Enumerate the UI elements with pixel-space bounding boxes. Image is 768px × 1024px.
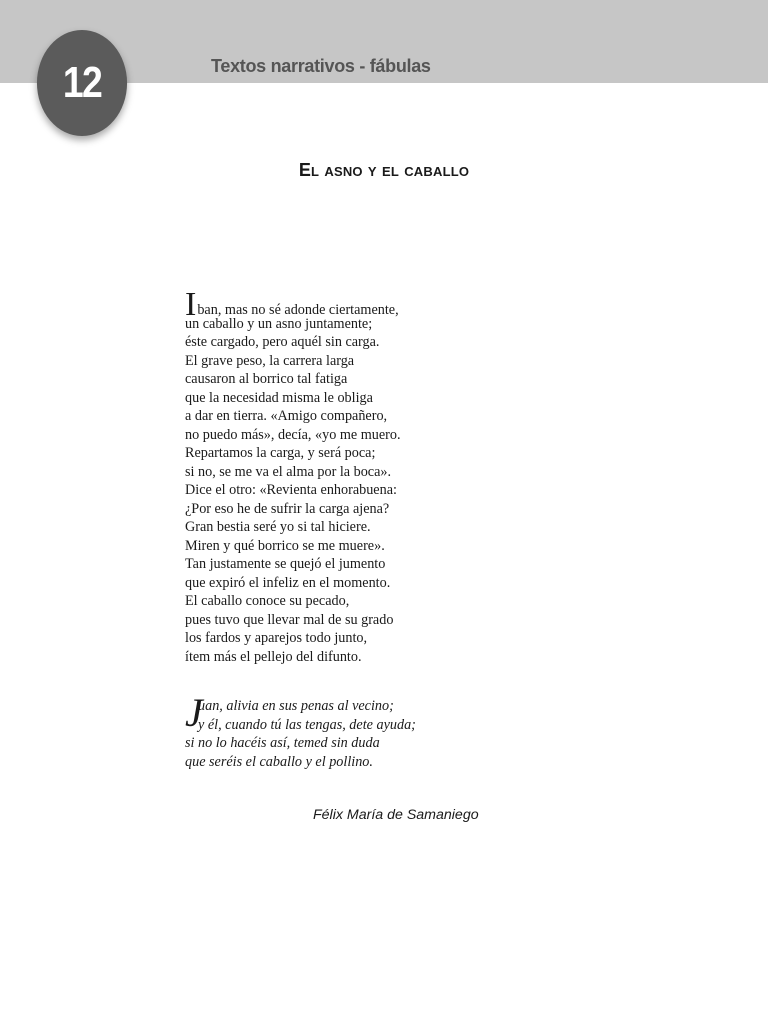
- poem-line: un caballo y un asno juntamente;: [185, 315, 373, 332]
- poem-line: ¿Por eso he de sufrir la carga ajena?: [185, 500, 390, 517]
- moral-line: y él, cuando tú las tengas, dete ayuda;: [198, 716, 416, 733]
- moral-line: si no lo hacéis así, temed sin duda: [185, 735, 380, 751]
- poem-line: El caballo conoce su pecado,: [185, 593, 350, 609]
- moral-line: que seréis el caballo y el pollino.: [185, 753, 373, 770]
- poem-line: Tan justamente se quejó el jumento: [185, 556, 386, 572]
- poem-line: no puedo más», decía, «yo me muero.: [185, 426, 401, 443]
- poem-line: causaron al borrico tal fatiga: [185, 371, 348, 387]
- poem-line: Iban, mas no sé adonde ciertamente,: [185, 286, 399, 323]
- poem-line: pues tuvo que llevar mal de su grado: [185, 611, 394, 628]
- drop-cap: I: [185, 286, 197, 323]
- fable-title: El asno y el caballo: [298, 160, 470, 180]
- poem-line: ítem más el pellejo del difunto.: [185, 648, 362, 665]
- poem-body: [185, 286, 401, 666]
- poem-line: Gran bestia seré yo si tal hiciere.: [185, 519, 371, 535]
- poem-line: los fardos y aparejos todo junto,: [185, 630, 368, 646]
- section-title: Textos narrativos - fábulas: [211, 56, 431, 76]
- moral-line: uan, alivia en sus penas al vecino;: [198, 698, 394, 714]
- poem-line: que expiró el infeliz en el momento.: [185, 574, 391, 591]
- poem-line: Repartamos la carga, y será poca;: [185, 445, 376, 461]
- poem-line: El grave peso, la carrera larga: [185, 352, 355, 369]
- drop-cap: J: [185, 690, 203, 735]
- author-name: Félix María de Samaniego: [313, 807, 479, 823]
- poem-line: si no, se me va el alma por la boca».: [185, 463, 392, 480]
- poem-line: éste cargado, pero aquél sin carga.: [185, 334, 380, 350]
- poem-line: Miren y qué borrico se me muere».: [185, 537, 385, 554]
- poem-line: Dice el otro: «Revienta enhorabuena:: [185, 482, 397, 498]
- moral-stanza: [185, 690, 416, 771]
- poem-line: a dar en tierra. «Amigo compañero,: [185, 408, 388, 424]
- poem-line: que la necesidad misma le obliga: [185, 389, 373, 406]
- chapter-number-badge: 12: [37, 30, 127, 136]
